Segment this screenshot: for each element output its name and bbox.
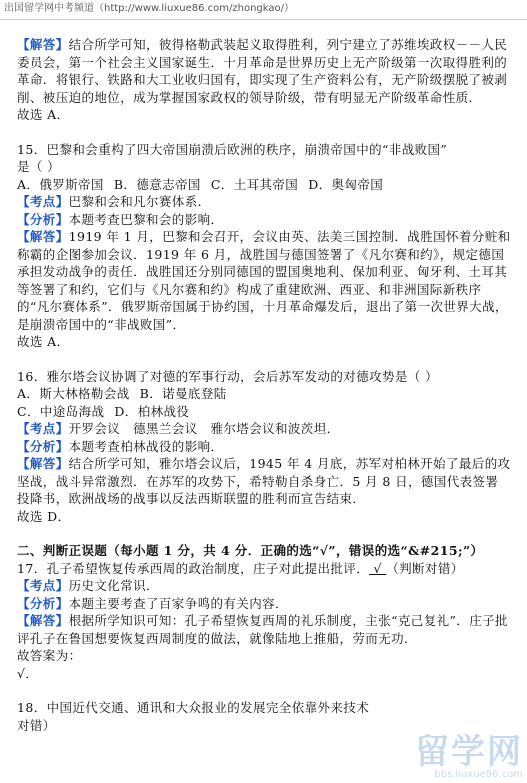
q15-point-text: 巴黎和会和凡尔赛体系．: [68, 194, 211, 209]
q15-stem-line2: 是（ ）: [17, 159, 61, 174]
q16-option-a: A．斯大林格勒会战: [17, 386, 130, 401]
q17-answer-label: 故答案为：: [17, 648, 82, 663]
watermark-url: bbs.liuxue86.com: [434, 769, 523, 780]
q15-options: [17, 176, 511, 194]
q14-analysis: [17, 36, 511, 106]
q16-options-row2: [17, 403, 511, 421]
q16-options-row1: [17, 385, 511, 403]
answer-tag: 【解答】: [17, 456, 69, 471]
q17-analysis: [17, 595, 511, 613]
q17-answer-value: √．: [17, 665, 39, 681]
q15-answer: 故选 A．: [17, 334, 70, 349]
q18-stem-line2: 对错）: [17, 717, 56, 733]
q17-point-text: 历史文化常识．: [68, 578, 159, 593]
q17-stem-suffix: （判断对错）: [386, 560, 464, 576]
q15-option-a: A．俄罗斯帝国: [17, 176, 104, 192]
q17-point: [17, 577, 511, 595]
point-tag: 【考点】: [17, 421, 69, 436]
q15-stem-line1: 15．巴黎和会重构了四大帝国崩溃后欧洲的秩序，崩溃帝国中的“非战败国”: [17, 141, 448, 157]
document-body: [17, 36, 511, 734]
q16-solution: [17, 455, 511, 508]
q17-analysis-text: 本题主要考查了百家争鸣的有关内容．: [68, 595, 288, 611]
q15-analysis-text: 本题考查巴黎和会的影响．: [68, 211, 224, 227]
q16-stem: 16．雅尔塔会议协调了对德的军事行动，会后苏军发动的对德攻势是（ ）: [17, 368, 438, 384]
q16-solution-text: 结合所学可知，雅尔塔会议后，1945 年 4 月底，苏军对柏林开始了最后的攻坚战，战斗异常激烈．在苏军的攻势下，希特勒自杀身亡．5 月 8 日，德国代表签署投降书，欧洲战场的战事以反法西斯联盟的胜利而宣告结束．: [17, 456, 511, 506]
page-header: 出国留学网中考频道（http://www.liuxue86.com/zhongkao/）: [0, 0, 527, 20]
q15-analysis: [17, 211, 511, 229]
q16-option-b: B．诺曼底登陆: [139, 386, 227, 401]
analysis-tag: 【分析】: [17, 211, 69, 227]
q15-option-c: C．土耳其帝国: [210, 176, 299, 192]
q14-answer: 故选 A．: [17, 107, 70, 122]
q16-analysis: [17, 438, 511, 456]
q15-solution-text: 1919 年 1 月，巴黎和会召开，会议由英、法美三国控制．战胜国怀着分赃和称霸的企图参加会议．1919 年 6 月，战胜国与德国签署了《凡尔赛和约》，规定德国承担发动战争的责任．战胜国还分别同德国的盟国奥地利、保加利亚、匈牙利、土耳其等签署了和约，它们与《凡尔赛和约》构成了重建欧洲、西亚、和非洲国际新秩序的“凡尔赛体系”．俄罗斯帝国属于协约国，十月革命爆发后，退出了第一次世界大战，是崩溃帝国中的“非战败国”．: [17, 229, 511, 332]
answer-tag: 【解答】: [17, 613, 69, 628]
q17-stem: [17, 560, 511, 578]
q16-point-text: 开罗会议 德黑兰会议 雅尔塔会议和波茨坦．: [68, 421, 340, 436]
analysis-tag: 【分析】: [17, 595, 69, 611]
q15-option-d: D．奥匈帝国: [308, 176, 384, 192]
q17-answer-blank: √: [369, 560, 387, 576]
q18-stem-line1: 18．中国近代交通、通讯和大众报业的发展完全依靠外来技术: [17, 700, 370, 715]
q16-option-c: C．中途岛海战: [17, 403, 105, 419]
q15-solution: [17, 228, 511, 333]
q16-answer: 故选 D．: [17, 508, 71, 524]
analysis-tag: 【分析】: [17, 438, 69, 454]
site-watermark: [363, 732, 523, 781]
q17-solution: [17, 612, 511, 647]
q16-analysis-text: 本题考查柏林战役的影响．: [68, 438, 224, 454]
point-tag: 【考点】: [17, 578, 69, 593]
q15-point: [17, 193, 511, 211]
q14-analysis-text: 结合所学可知，彼得格勒武装起义取得胜利，列宁建立了苏维埃政权－－人民委员会，第一个社会主义国家诞生．十月革命是世界历史上无产阶级第一次取得胜利的革命．将银行、铁路和大工业收归国有，即实现了生产资料公有，无产阶级摆脱了被剥削、被压迫的地位，成为掌握国家政权的领导阶级，带有明显无产阶级革命性质．: [17, 37, 508, 105]
section-title: 二、判断正误题（每小题 1 分，共 4 分．正确的选“√”，错误的选“&#215;”）: [17, 543, 484, 558]
q17-solution-text: 根据所学知识可知：孔子希望恢复西周的礼乐制度，主张“克己复礼”．庄子批评孔子在鲁国想要恢复西周制度的做法，就像陆地上推船，劳而无功．: [17, 613, 508, 646]
answer-tag: 【解答】: [17, 37, 69, 52]
point-tag: 【考点】: [17, 194, 69, 209]
q15-option-b: B．德意志帝国: [113, 176, 201, 192]
q16-point: [17, 420, 511, 438]
watermark-logo-text: 留学网: [415, 732, 523, 772]
answer-tag: 【解答】: [17, 229, 69, 244]
q17-stem-text: 17．孔子希望恢复传承西周的政治制度，庄子对此提出批评．: [17, 560, 370, 576]
q16-option-d: D．柏林战役: [114, 403, 190, 419]
